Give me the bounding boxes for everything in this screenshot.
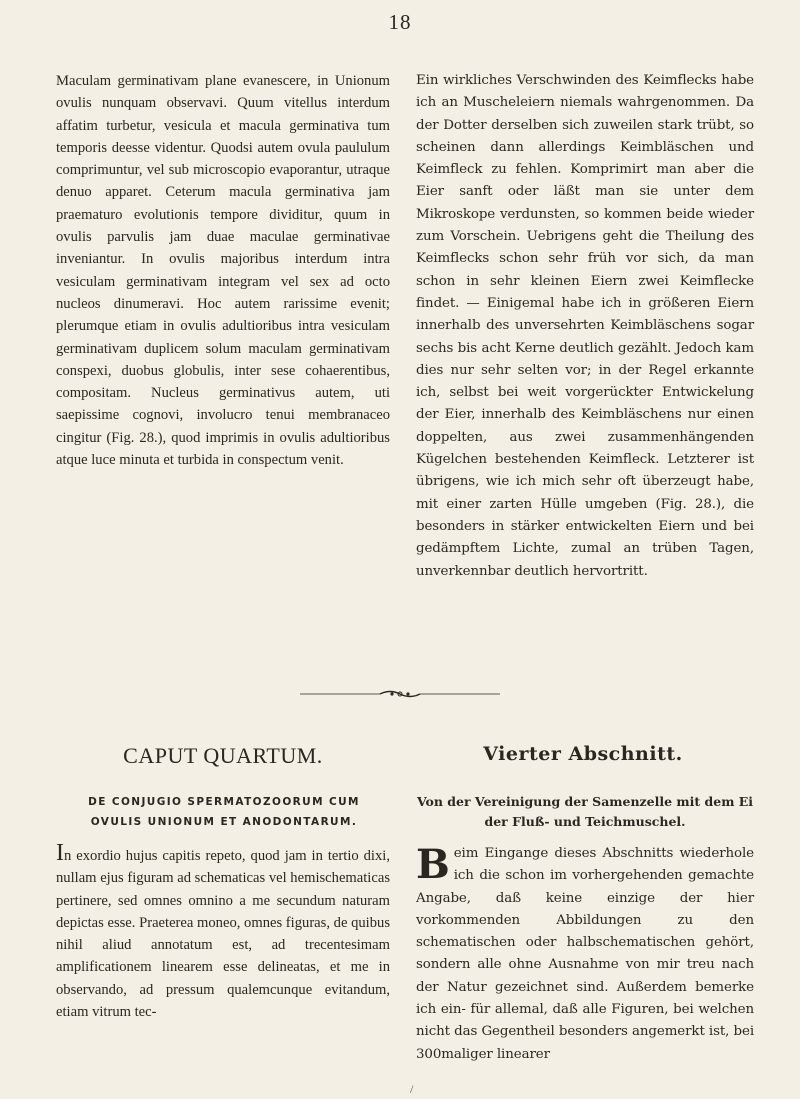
german-paragraph-lower-text: eim Eingange dieses Abschnitts wiederhole ich die schon im vorhergehenden gemachte Angabe, daß keine einzige der hier vorkommenden Abbildungen zu den schematischen oder halbschematischen gehört, sondern alle ohne Ausnahme von mir treu nach der Natur gezeichnet sind. Außerdem bemerke ich ein- für allemal, daß alle Figuren, bei welchen nicht das Gegentheil besonders angemerkt ist, bei 300maliger linearer xyxy=(416,846,754,1062)
latin-paragraph-upper: Maculam germinativam plane evanescere, in Unionum ovulis nunquam observavi. Quum vitellus interdum affatim turbetur, vesicula et macula germinativa tum temporis deesse videntur. Quodsi autem ovula paululum comprimuntur, vel sub microscopio evaporantur, utraque denuo apparet. Ceterum macula germinativa jam praematuro evolutionis tempore dividitur, quum in ovulis parvulis jam duae maculae germinativae inveniantur. In ovulis majoribus interdum intra vesiculam germinativam integram vel sex ad octo nucleos dinumeravi. Hoc autem rarissime evenit; plerumque etiam in ovulis adultioribus intra vesiculam germinativam duplicem solum maculam germinativam conspexi, duobus globulis, inter sese cohaerentibus, compositam. Nucleus germinativus autem, uti saepissime cognovi, involucro tenui membranaceo cingitur (Fig. 28.), quod imprimis in ovulis adultioribus atque luce minuta et turbida in conspectum venit. xyxy=(56,73,390,469)
latin-subtitle-line-1: DE CONJUGIO SPERMATOZOORUM CUM xyxy=(88,796,360,808)
latin-paragraph-lower xyxy=(56,840,390,1023)
german-paragraph-upper: Ein wirkliches Verschwinden des Keimflecks habe ich an Muscheleiern niemals wahrgenommen. Da der Dotter derselben sich zuweilen stark trübt, so scheinen dann allerdings Keimbläschen und Keimfleck zu fehlen. Komprimirt man aber die Eier sanft oder läßt man sie unter dem Mikroskope verdunsten, so kommen beide wieder zum Vorschein. Uebrigens geht die Theilung des Keimflecks schon sehr früh vor sich, da man schon in sehr kleinen Eiern zwei Keimflecke findet. — Einigemal habe ich in größeren Eiern innerhalb des unversehrten Keimbläschens sogar sechs bis acht Kerne deutlich gezählt. Jedoch kam dies nur sehr selten vor; in der Regel erkannte ich, selbst bei weit vorgerückter Entwickelung der Eier, innerhalb des Keimbläschens nur einen doppelten, aus zwei zusammenhängenden Kügelchen bestehenden Keimfleck. Letzterer ist übrigens, wie ich mich sehr oft überzeugt habe, mit einer zarten Hülle umgeben (Fig. 28.), die besonders in stärker entwickelten Eiern und bei gedämpftem Lichte, zumal an trüben Tagen, unverkennbar deutlich hervortritt. xyxy=(416,73,754,579)
latin-chapter-subtitle xyxy=(40,792,408,832)
latin-initial-letter: I xyxy=(56,840,64,866)
page-number: 18 xyxy=(388,10,412,34)
stray-mark: / xyxy=(410,1082,414,1096)
german-subtitle-line-1: Von der Vereinigung der Samenzelle mit dem Ei xyxy=(416,794,754,809)
ornamental-divider xyxy=(300,689,500,699)
german-chapter-subtitle xyxy=(416,792,754,832)
latin-subtitle-line-2: OVULIS UNIONUM ET ANODONTARUM. xyxy=(90,816,358,828)
latin-paragraph-lower-text: n exordio hujus capitis repeto, quod jam in tertio dixi, nullam ejus figuram ad schematicas vel hemischematicas pertinere, sed omnes omnino a me secundum naturam depictas esse. Praeterea moneo, omnes figuras, de quibus nihil aliud annotatum est, ad trecentesimam amplificationem linearem esse delineatas, et me in observando, ad pressum qualemcunque evitandum, etiam vitrum tec- xyxy=(56,848,390,1021)
latin-chapter-title: CAPUT QUARTUM. xyxy=(123,743,323,768)
german-subtitle-line-2: der Fluß- und Teichmuschel. xyxy=(484,814,686,829)
german-initial-letter: B xyxy=(416,841,450,888)
german-chapter-title: Vierter Abschnitt. xyxy=(483,743,683,765)
german-paragraph-lower xyxy=(416,843,754,1066)
